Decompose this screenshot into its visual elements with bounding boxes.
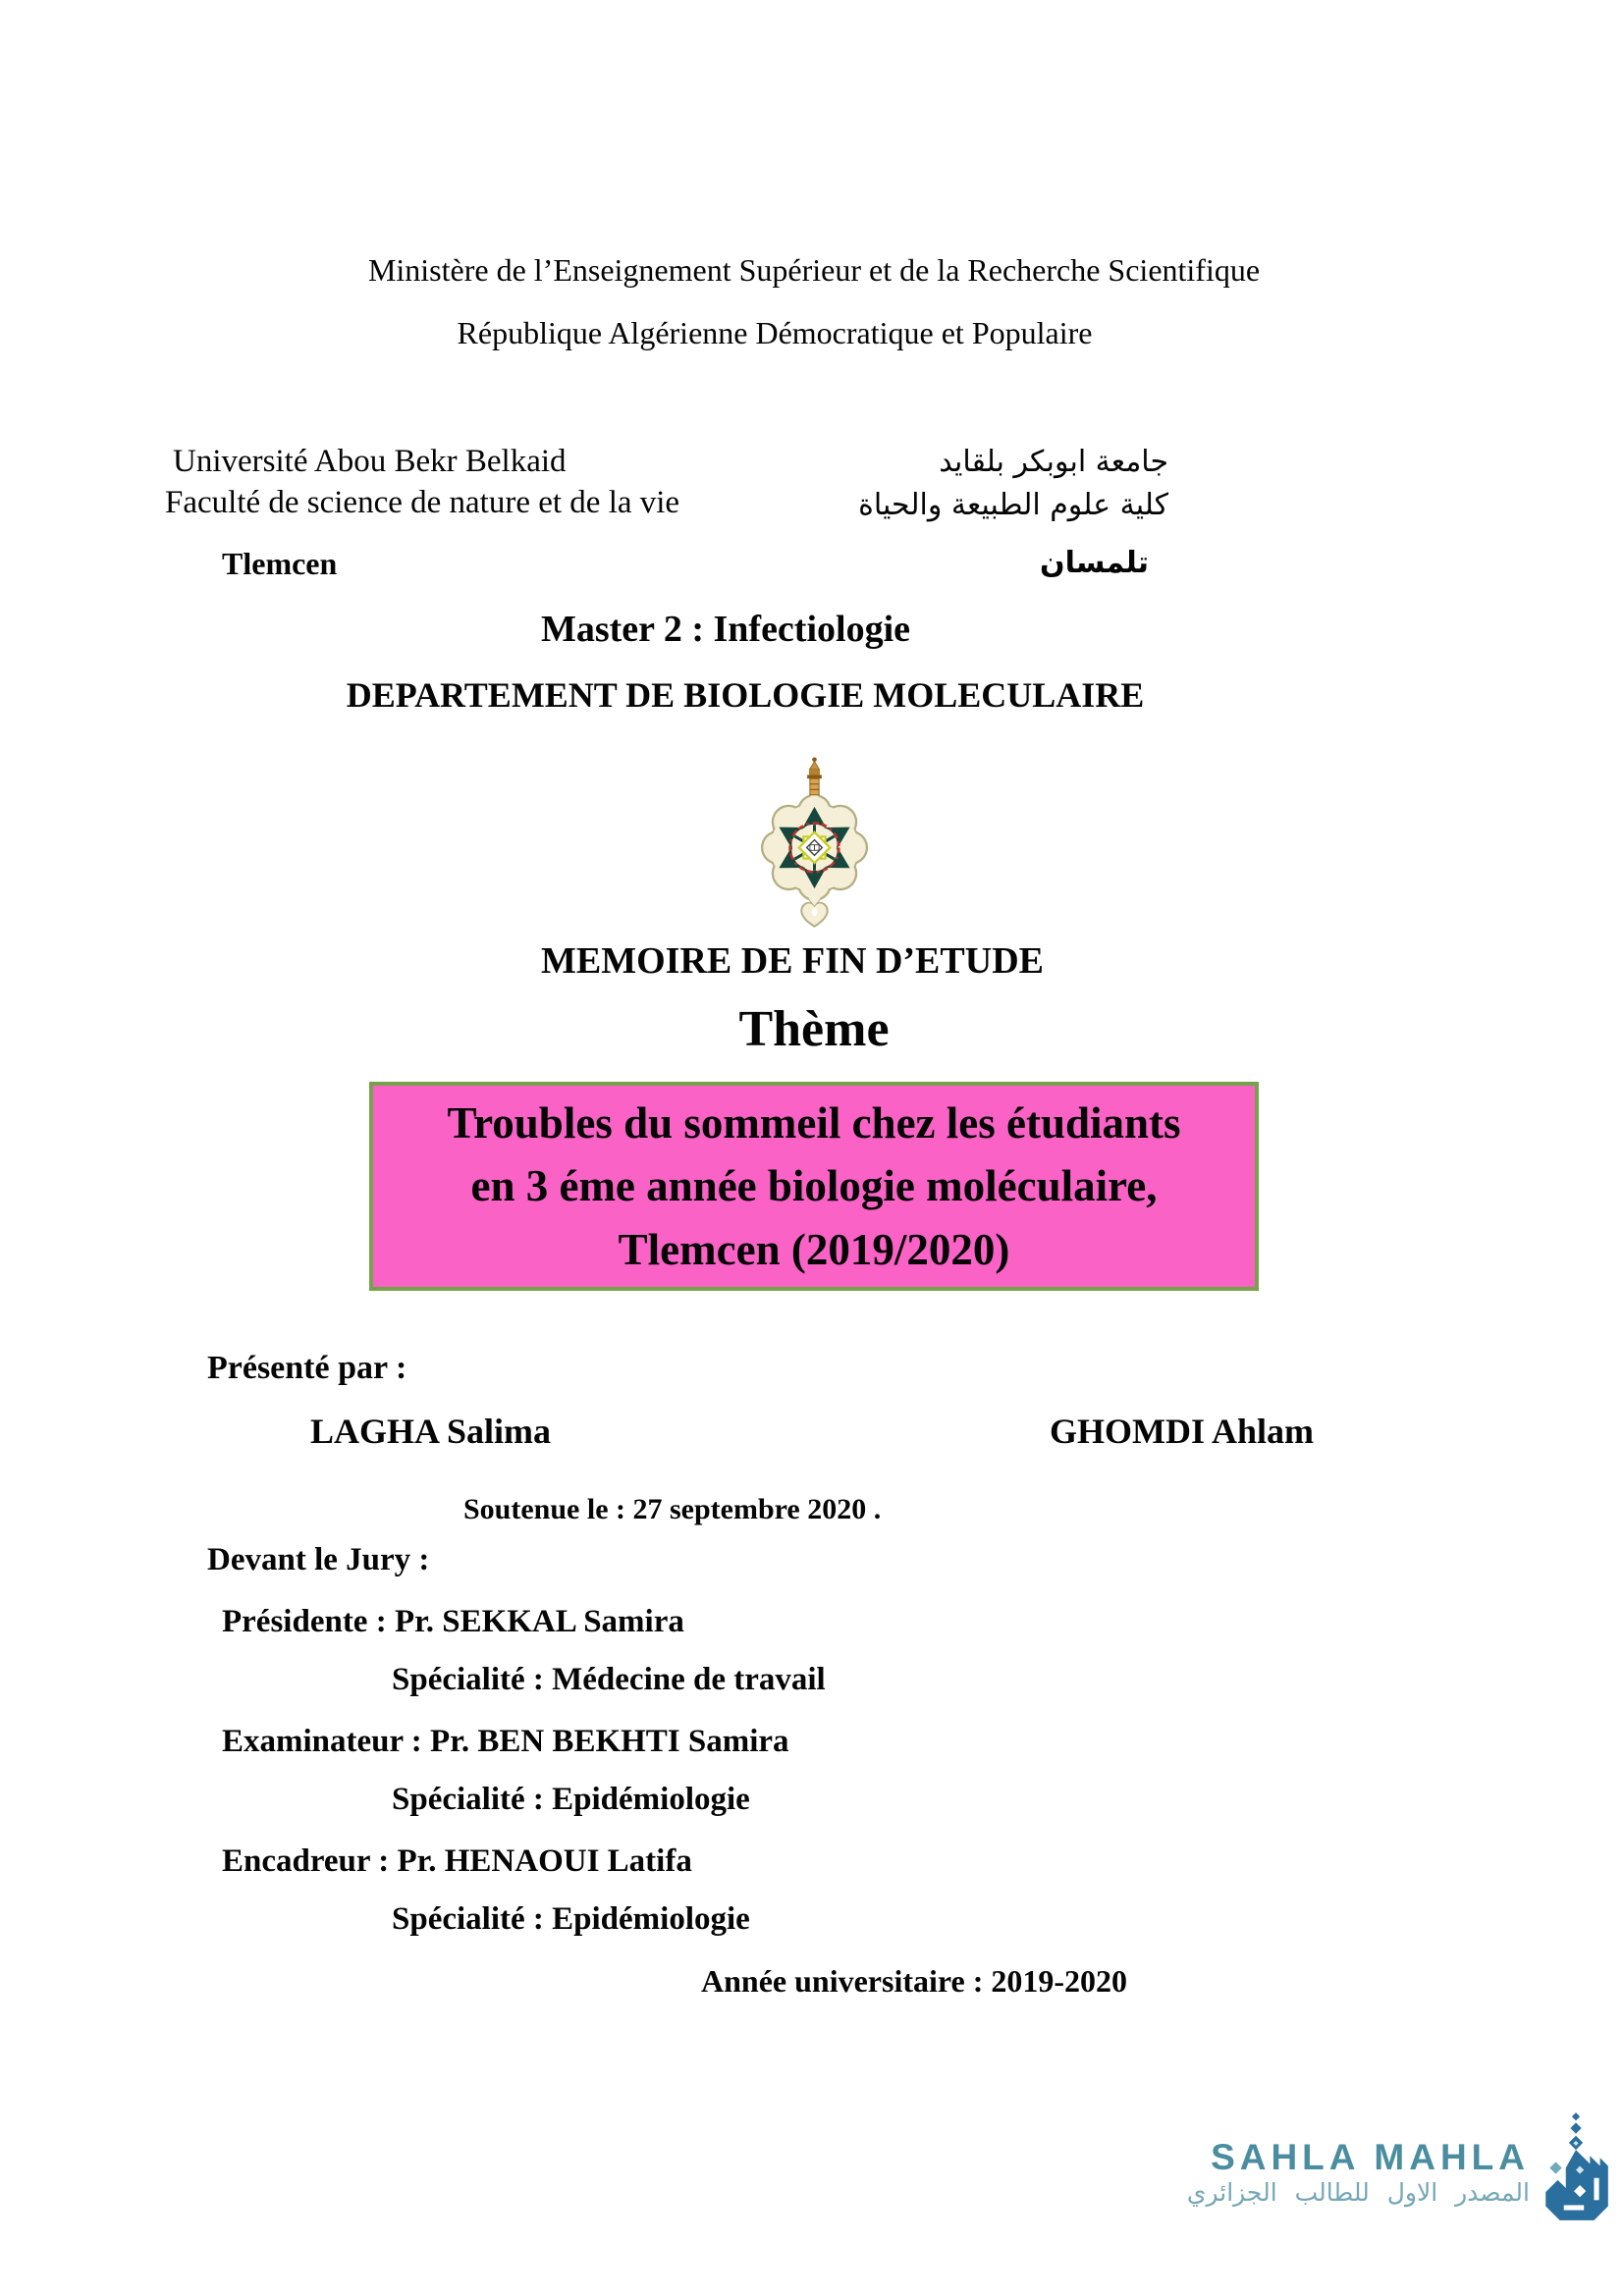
jury-specialty-examiner: Spécialité : Epidémiologie (392, 1782, 750, 1818)
city-name-fr: Tlemcen (222, 546, 338, 581)
faculty-name-ar: كلية علوم الطبيعة والحياة (858, 487, 1168, 522)
ministry-line: Ministère de l’Enseignement Supérieur et de la Recherche Scientifique (367, 252, 1261, 288)
emblem-minaret (807, 757, 822, 794)
university-header (165, 441, 1463, 526)
theme-line-2: en 3 éme année biologie moléculaire, (470, 1161, 1158, 1211)
memoire-title: MEMOIRE DE FIN D’ETUDE (541, 940, 1044, 982)
academic-year-line: Année universitaire : 2019-2020 (701, 1963, 1128, 2000)
brand-text-block (1187, 2137, 1530, 2207)
theme-line-3: Tlemcen (2019/2020) (618, 1224, 1010, 1274)
university-fr-block (165, 441, 679, 526)
emblem-container (165, 755, 1463, 932)
author-name-2: GHOMDI Ahlam (1049, 1412, 1314, 1452)
jury-heading: Devant le Jury : (207, 1542, 430, 1578)
author-name-1: LAGHA Salima (310, 1412, 552, 1452)
authors-row (165, 1411, 1463, 1452)
university-ar-block (858, 441, 1168, 526)
emblem-finial-hole (811, 908, 817, 916)
university-name-ar: جامعة ابوبكر بلقايد (939, 445, 1168, 479)
jury-role-president: Présidente : Pr. SEKKAL Samira (222, 1604, 684, 1640)
emblem-star (798, 832, 829, 863)
theme-line-1: Troubles du sommeil chez les étudiants (447, 1098, 1181, 1148)
department-title: DEPARTEMENT DE BIOLOGIE MOLECULAIRE (346, 675, 1145, 715)
theme-heading: Thème (738, 1001, 890, 1057)
city-name-ar: تلمسان (1039, 546, 1149, 580)
emblem-book-icon (809, 845, 818, 851)
jury-specialty-president: Spécialité : Médecine de travail (392, 1662, 826, 1698)
jury-role-examiner: Examinateur : Pr. BEN BEKHTI Samira (222, 1724, 789, 1760)
sahla-mahla-watermark (1187, 2109, 1616, 2225)
brand-wordmark: SAHLA MAHLA (1211, 2137, 1530, 2177)
theme-box (369, 1082, 1259, 1291)
presented-by-label: Présenté par : (207, 1350, 407, 1387)
jury-specialty-supervisor: Spécialité : Epidémiologie (392, 1901, 750, 1938)
republic-line: République Algérienne Démocratique et Populaire (457, 315, 1093, 350)
sahla-mahla-mark-icon (1536, 2109, 1616, 2225)
university-emblem-logo (760, 755, 869, 928)
defense-date-line: Soutenue le : 27 septembre 2020 . (463, 1493, 882, 1526)
brand-tagline-arabic: المصدر الاول للطالب الجزائري (1186, 2178, 1530, 2207)
city-row (165, 546, 1463, 582)
university-name-fr: Université Abou Bekr Belkaid (173, 444, 567, 479)
faculty-name-fr: Faculté de science de nature et de la vie (165, 485, 680, 521)
jury-role-supervisor: Encadreur : Pr. HENAOUI Latifa (222, 1843, 692, 1880)
program-title: Master 2 : Infectiologie (540, 609, 910, 650)
